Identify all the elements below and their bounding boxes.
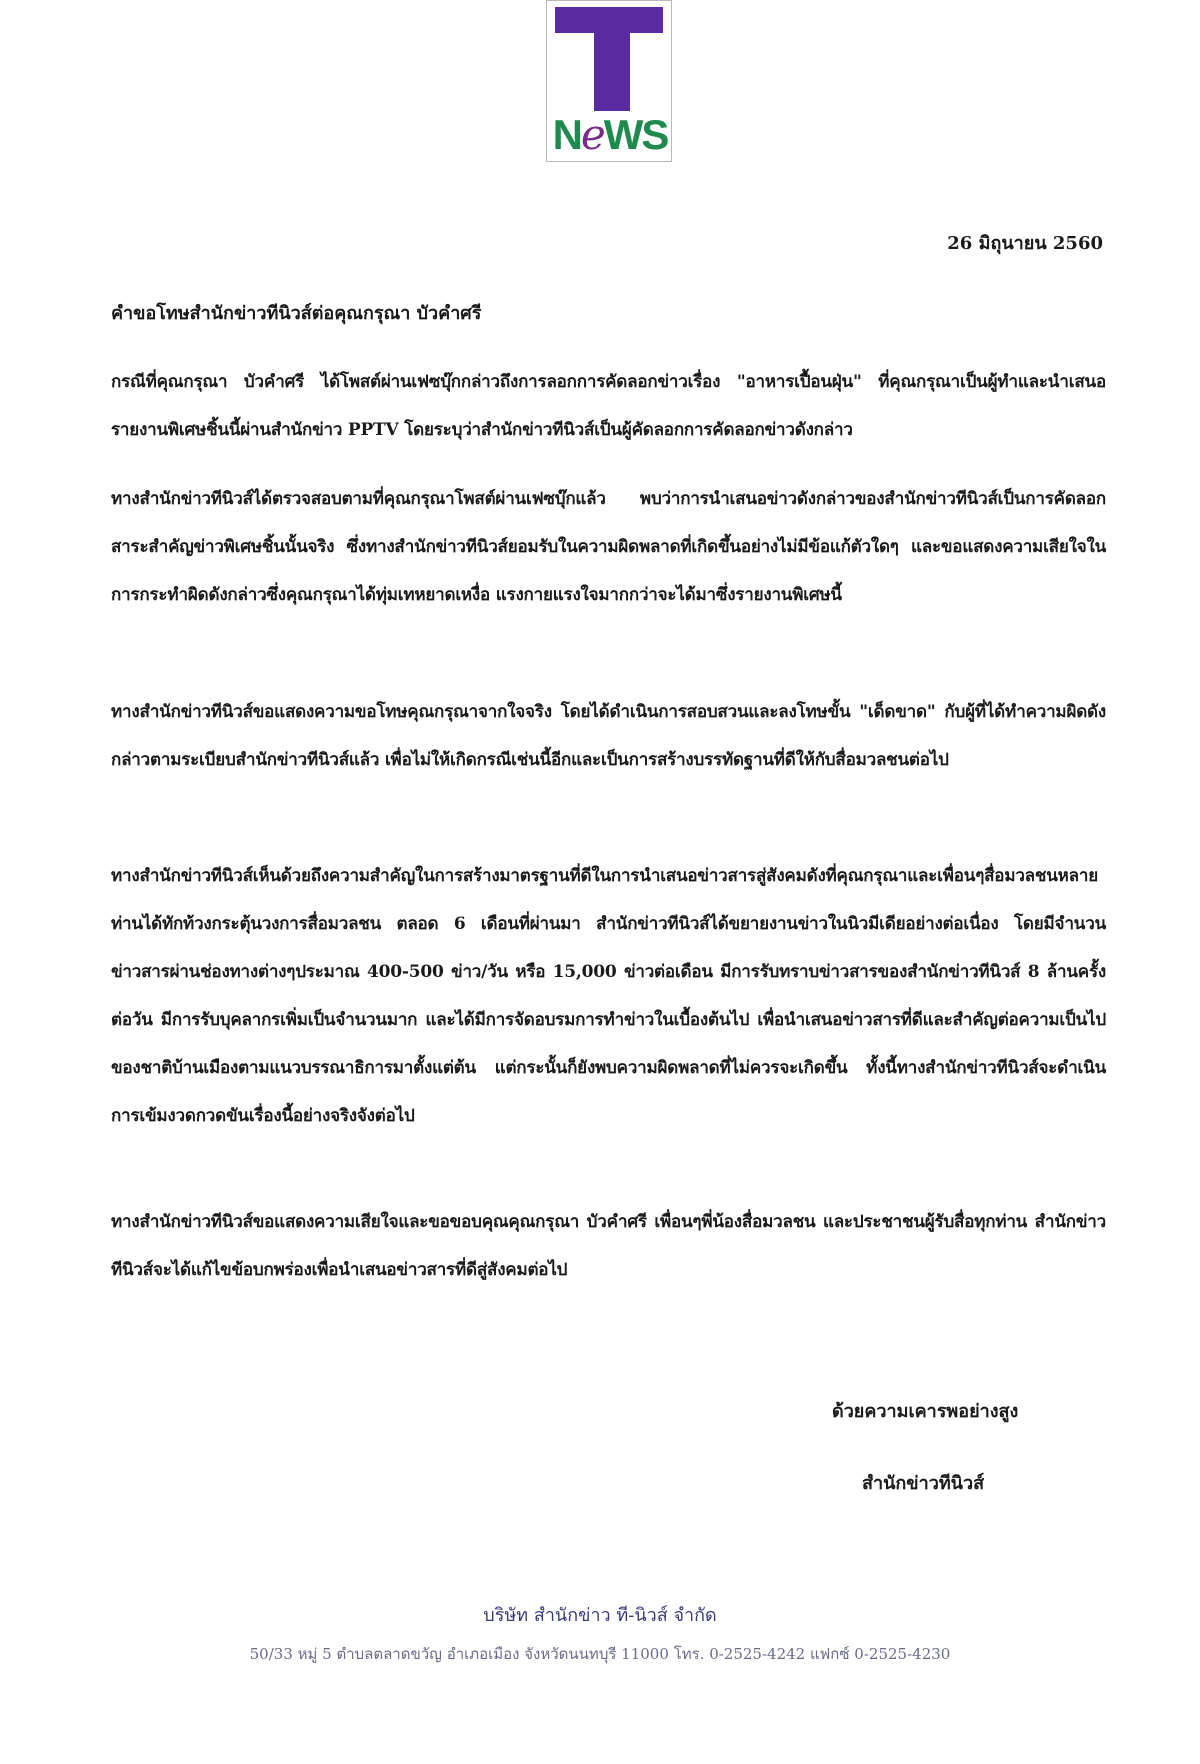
paragraph-1: กรณีที่คุณกรุณา บัวคำศรี ได้โพสต์ผ่านเฟซบุ๊กกล่าวถึงการลอกการคัดลอกข่าวเรื่อง "อาหารเปื้อนฝุ่น" ที่คุณกรุณาเป็นผู้ทำและนำเสนอรายงานพิเศษชิ้นนี้ผ่านสำนักข่าว PPTV โดยระบุว่าสำนักข่าวทีนิวส์เป็นผู้คัดลอกการคัดลอกข่าวดังกล่าว <box>111 372 1106 440</box>
logo-t-bar <box>555 7 663 33</box>
paragraph-2: ทางสำนักข่าวทีนิวส์ได้ตรวจสอบตามที่คุณกรุณาโพสต์ผ่านเฟซบุ๊กแล้ว พบว่าการนำเสนอข่าวดังกล่าวของสำนักข่าวทีนิวส์เป็นการคัดลอกสาระสำคัญข่าวพิเศษชิ้นนั้นจริง ซึ่งทางสำนักข่าวทีนิวส์ยอมรับในความผิดพลาดที่เกิดขึ้นอย่างไม่มีข้อแก้ตัวใดๆ และขอแสดงความเสียใจในการกระทำผิดดังกล่าวซึ่งคุณกรุณาได้ทุ่มเทหยาดเหงื่อ แรงกายแรงใจมากกว่าจะได้มาซึ่งรายงานพิเศษนี้ <box>111 489 1106 605</box>
logo-news-wordmark: NeWS <box>552 110 668 159</box>
footer-company-name: บริษัท สำนักข่าว ที-นิวส์ จำกัด <box>483 1605 717 1626</box>
letter-subject: คำขอโทษสำนักข่าวทีนิวส์ต่อคุณกรุณา บัวคำศรี <box>111 303 482 324</box>
paragraph-4: ทางสำนักข่าวทีนิวส์เห็นด้วยถึงความสำคัญในการสร้างมาตรฐานที่ดีในการนำเสนอข่าวสารสู่สังคมดังที่คุณกรุณาและเพื่อนๆสื่อมวลชนหลายท่านได้ทักท้วงกระตุ้นวงการสื่อมวลชน ตลอด 6 เดือนที่ผ่านมา สำนักข่าวทีนิวส์ได้ขยายงานข่าวในนิวมีเดียอย่างต่อเนื่อง โดยมีจำนวนข่าวสารผ่านช่องทางต่างๆประมาณ 400-500 ข่าว/วัน หรือ 15,000 ข่าวต่อเดือน มีการรับทราบข่าวสารของสำนักข่าวทีนิวส์ 8 ล้านครั้งต่อวัน มีการรับบุคลากรเพิ่มเป็นจำนวนมาก และได้มีการจัดอบรมการทำข่าวในเบื้องต้นไป เพื่อนำเสนอข่าวสารที่ดีและสำคัญต่อความเป็นไปของชาติบ้านเมืองตามแนวบรรณาธิการมาตั้งแต่ต้น แต่กระนั้นก็ยังพบความผิดพลาดที่ไม่ควรจะเกิดขึ้น ทั้งนี้ทางสำนักข่าวทีนิวส์จะดำเนินการเข้มงวดกวดขันเรื่องนี้อย่างจริงจังต่อไป <box>111 866 1106 1126</box>
letter-date: 26 มิถุนายน 2560 <box>947 233 1103 254</box>
footer-address: 50/33 หมู่ 5 ตำบลตลาดขวัญ อำเภอเมือง จังหวัดนนทบุรี 11000 โทร. 0-2525-4242 แฟกซ์ 0-2525-4230 <box>249 1645 951 1663</box>
closing-salutation: ด้วยความเคารพอย่างสูง <box>832 1401 1019 1422</box>
logo-t-stem <box>594 31 630 111</box>
signer: สำนักข่าวทีนิวส์ <box>862 1473 985 1494</box>
tnews-logo <box>546 0 672 162</box>
paragraph-3: ทางสำนักข่าวทีนิวส์ขอแสดงความขอโทษคุณกรุณาจากใจจริง โดยได้ดำเนินการสอบสวนและลงโทษขั้น "เด็ดขาด" กับผู้ที่ได้ทำความผิดดังกล่าวตามระเบียบสำนักข่าวทีนิวส์แล้ว เพื่อไม่ให้เกิดกรณีเช่นนี้อีกและเป็นการสร้างบรรทัดฐานที่ดีให้กับสื่อมวลชนต่อไป <box>111 702 1106 770</box>
paragraph-5: ทางสำนักข่าวทีนิวส์ขอแสดงความเสียใจและขอขอบคุณคุณกรุณา บัวคำศรี เพื่อนๆพี่น้องสื่อมวลชน และประชาชนผู้รับสื่อทุกท่าน สำนักข่าวทีนิวส์จะได้แก้ไขข้อบกพร่องเพื่อนำเสนอข่าวสารที่ดีสู่สังคมต่อไป <box>111 1212 1106 1280</box>
